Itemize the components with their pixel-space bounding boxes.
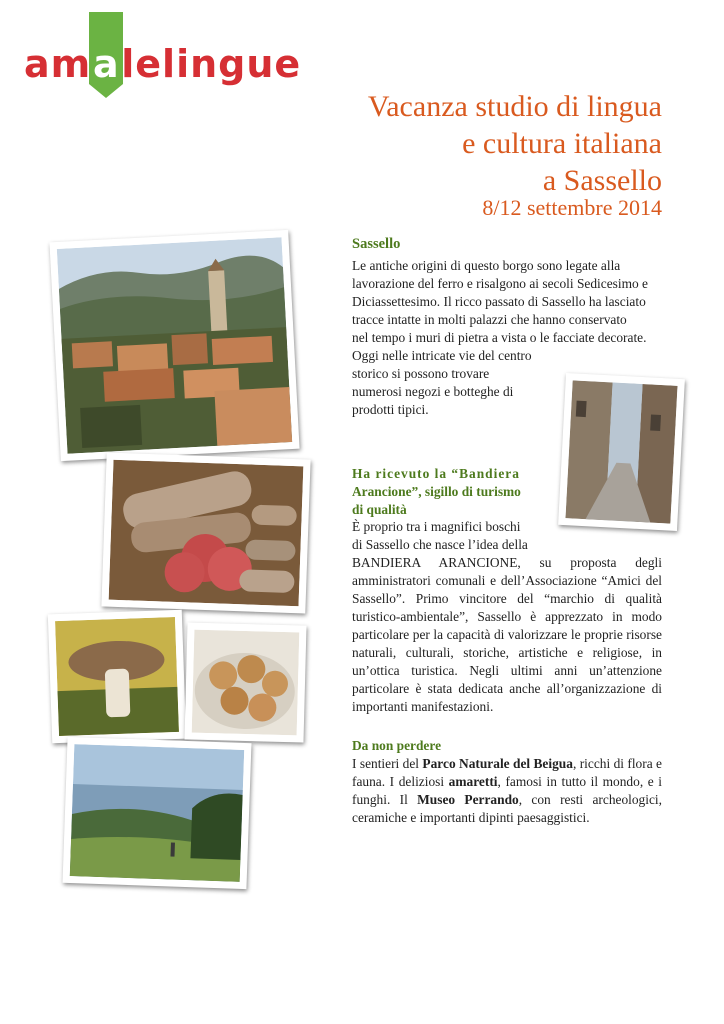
sassello-line: tracce intatte in molti palazzi che hanno conservato bbox=[352, 312, 627, 327]
photo-mushroom bbox=[48, 610, 186, 744]
section-heading-sassello: Sassello bbox=[352, 236, 401, 252]
section-heading-bandiera bbox=[352, 465, 547, 519]
section-body-sassello bbox=[352, 257, 648, 419]
amaretti-image bbox=[192, 630, 300, 736]
non-perdere-text: , ricchi di flora e fauna. I deliziosi bbox=[352, 756, 662, 789]
bandiera-heading-line: Ha ricevuto la “Bandiera bbox=[352, 466, 520, 481]
non-perdere-text: , con resti archeologici, ceramiche e importanti dipinti paesaggistici. bbox=[352, 792, 662, 825]
page-title bbox=[368, 88, 662, 199]
sassello-line: Diciassettesimo. Il ricco passato di Sassello ha lasciato bbox=[352, 294, 646, 309]
section-heading-non-perdere: Da non perdere bbox=[352, 738, 442, 753]
title-line-3: a Sassello bbox=[542, 164, 662, 197]
sassello-line: prodotti tipici. bbox=[352, 402, 429, 417]
photo-village bbox=[49, 230, 299, 461]
bandiera-narrow-text bbox=[352, 518, 547, 554]
logo-text bbox=[24, 42, 301, 86]
mushroom-image bbox=[55, 617, 179, 736]
salami-image bbox=[109, 460, 304, 607]
sassello-line: storico si possono trovare bbox=[352, 366, 490, 381]
bandiera-line: di Sassello che nasce l’idea della bbox=[352, 537, 528, 552]
photo-panorama bbox=[63, 737, 252, 889]
bandiera-heading-line: di qualità bbox=[352, 502, 407, 517]
logo-text-left: am bbox=[24, 42, 92, 86]
sassello-line: Oggi nelle intricate vie del centro bbox=[352, 348, 532, 363]
photo-salami bbox=[101, 452, 310, 613]
village-image bbox=[57, 237, 292, 453]
amaretti-highlight: amaretti bbox=[448, 774, 498, 789]
sassello-line: numerosi negozi e botteghe di bbox=[352, 384, 514, 399]
section-body-bandiera: BANDIERA ARANCIONE, su proposta degli amministratori comunali e dell’Associazione “Amici del Sassello”. Primo vincitore del “marchio di qualità turistico-ambientale”, Sassello è apprezzato in modo particolare per la capacità di valorizzare le proprie risorse naturali, culturali, storiche, artistiche e religiose, in un’ottica turistica. Negli ultimi anni un’attenzione particolare è stata dedicata anche all’organizzazione di importanti manifestazioni. bbox=[352, 555, 662, 714]
bandiera-line: È proprio tra i magnifici boschi bbox=[352, 519, 521, 534]
sassello-line: Le antiche origini di questo borgo sono legate alla bbox=[352, 258, 621, 273]
sassello-line: nel tempo i muri di pietra a vista o le facciate decorate. bbox=[352, 330, 647, 345]
logo-text-mid: a bbox=[93, 42, 119, 86]
bandiera-heading-line: Arancione”, sigillo di turismo bbox=[352, 484, 521, 499]
museo-perrando-highlight: Museo Perrando bbox=[417, 792, 519, 807]
sassello-line: lavorazione del ferro e risalgono ai secoli Sedicesimo e bbox=[352, 276, 648, 291]
logo-text-right: lelingue bbox=[121, 42, 302, 86]
non-perdere-text: I sentieri del bbox=[352, 756, 423, 771]
title-line-1: Vacanza studio di lingua bbox=[367, 90, 662, 123]
event-dates: 8/12 settembre 2014 bbox=[482, 195, 662, 220]
panorama-image bbox=[70, 744, 245, 882]
logo bbox=[24, 10, 304, 100]
title-line-2: e cultura italiana bbox=[462, 127, 662, 160]
photo-amaretti bbox=[184, 622, 306, 742]
section-body-non-perdere bbox=[352, 755, 662, 827]
parco-beigua-link: Parco Naturale del Beigua bbox=[422, 756, 573, 771]
non-perdere-text: , famosi in tutto il mondo, e i funghi. Il bbox=[352, 774, 662, 807]
